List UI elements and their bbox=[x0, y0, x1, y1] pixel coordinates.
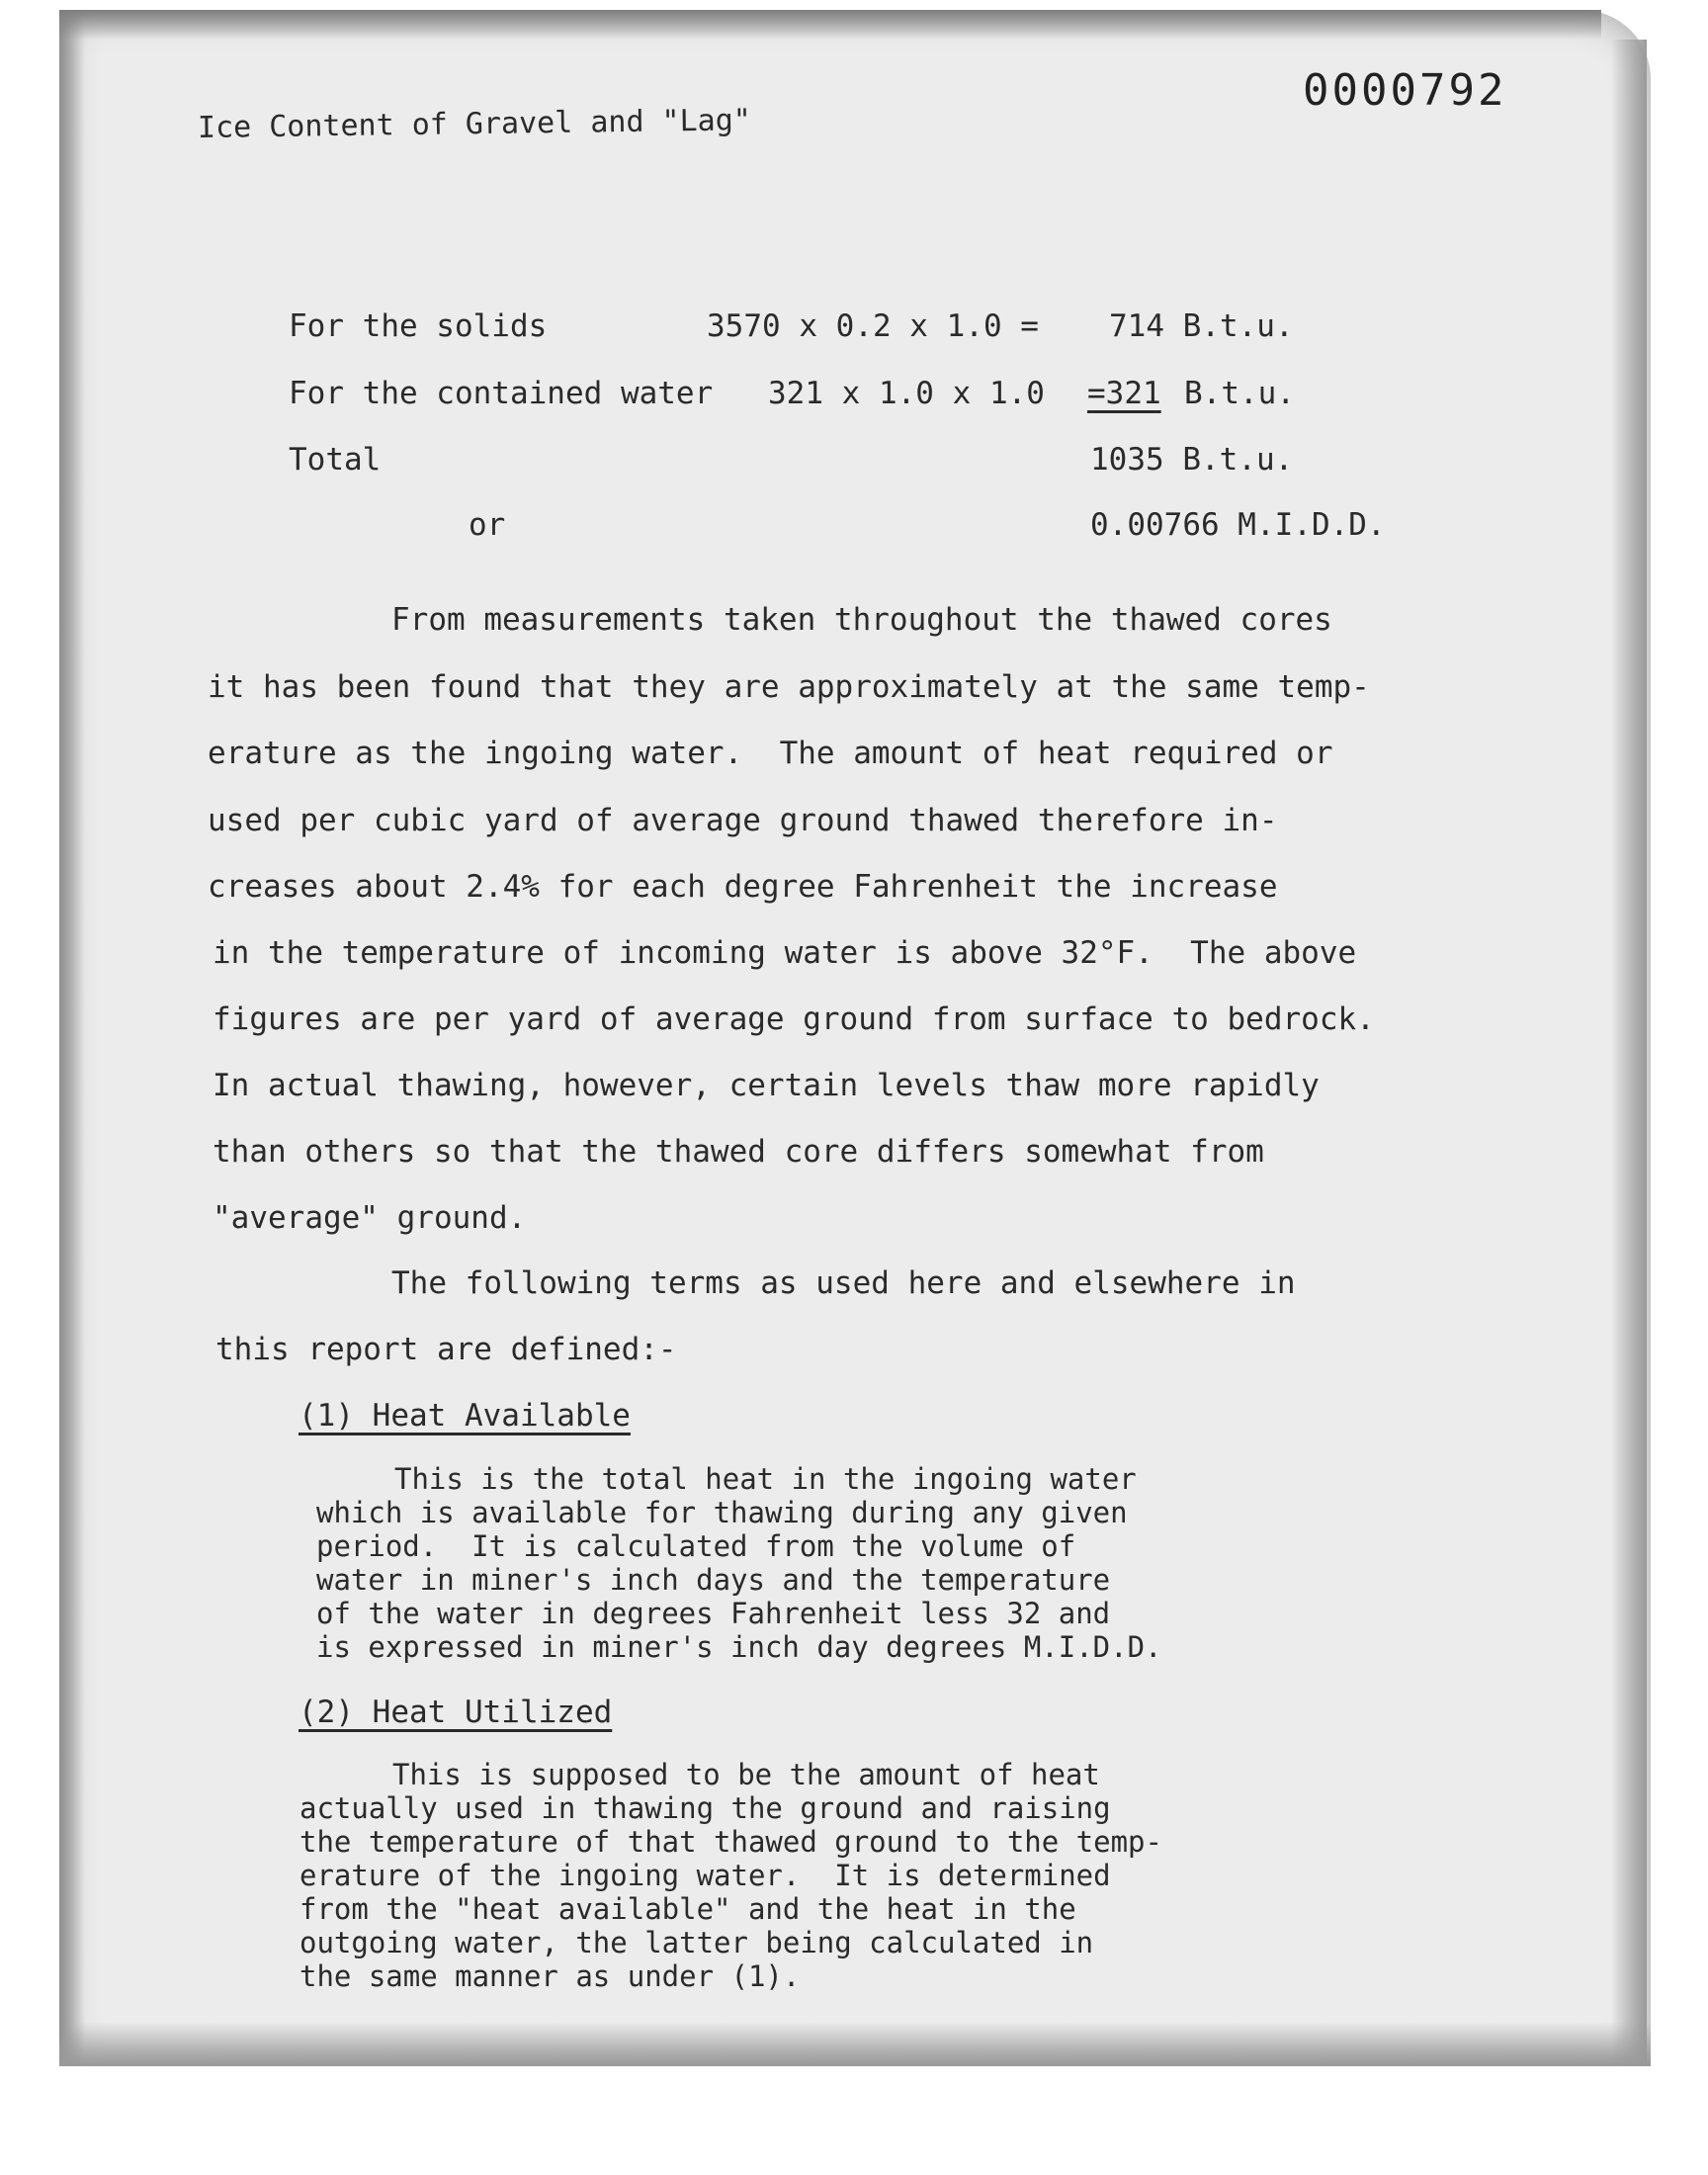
water-unit: B.t.u. bbox=[1184, 376, 1295, 411]
solids-label: For the solids bbox=[289, 308, 548, 344]
paragraph1-line: than others so that the thawed core differs somewhat from bbox=[213, 1134, 1264, 1170]
definition-line: from the "heat available" and the heat in the bbox=[299, 1892, 1076, 1926]
definition-line: the temperature of that thawed ground to the temp- bbox=[299, 1825, 1162, 1859]
definition-line: water in miner's inch days and the temperature bbox=[316, 1563, 1111, 1597]
solids-equation: 3570 x 0.2 x 1.0 = bbox=[707, 308, 1039, 344]
paragraph1-line: From measurements taken throughout the thawed cores bbox=[391, 602, 1332, 638]
definition-line: is expressed in miner's inch day degrees M.I.D.D. bbox=[316, 1630, 1162, 1664]
or-label: or bbox=[469, 507, 506, 543]
water-equation: 321 x 1.0 x 1.0 bbox=[768, 376, 1045, 411]
definition-line: the same manner as under (1). bbox=[299, 1959, 801, 1993]
total-label: Total bbox=[289, 442, 382, 478]
definition-heading-heat-available: (1) Heat Available bbox=[299, 1398, 631, 1434]
water-value: =321 bbox=[1087, 376, 1161, 411]
paragraph1-line: in the temperature of incoming water is above 32°F. The above bbox=[213, 935, 1357, 971]
definition-line: of the water in degrees Fahrenheit less 32 and bbox=[316, 1597, 1111, 1630]
definition-line: period. It is calculated from the volume of bbox=[316, 1529, 1076, 1563]
paragraph1-line: "average" ground. bbox=[213, 1200, 527, 1236]
page-title: Ice Content of Gravel and "Lag" bbox=[197, 103, 752, 145]
solids-value: 714 B.t.u. bbox=[1109, 308, 1294, 344]
document-number: 0000792 bbox=[1303, 65, 1507, 116]
definition-line: This is the total heat in the ingoing water bbox=[394, 1462, 1137, 1496]
paragraph2-line: The following terms as used here and elsewhere in bbox=[391, 1265, 1296, 1301]
paragraph2-line: this report are defined:- bbox=[215, 1332, 677, 1367]
paper-edge-shadow-bottom bbox=[59, 2022, 1651, 2066]
paragraph1-line: erature as the ingoing water. The amount of heat required or bbox=[208, 736, 1333, 771]
total-value: 1035 B.t.u. bbox=[1090, 442, 1294, 478]
paragraph1-line: used per cubic yard of average ground thawed therefore in- bbox=[208, 803, 1278, 838]
definition-line: outgoing water, the latter being calculated in bbox=[299, 1926, 1094, 1959]
definition-line: actually used in thawing the ground and raising bbox=[299, 1791, 1111, 1825]
paragraph1-line: creases about 2.4% for each degree Fahrenheit the increase bbox=[208, 869, 1278, 905]
paper-edge-shadow-right bbox=[1611, 40, 1647, 2066]
paper-edge-shadow-top bbox=[59, 10, 1601, 40]
water-label: For the contained water bbox=[289, 376, 714, 411]
paragraph1-line: figures are per yard of average ground from surface to bedrock. bbox=[213, 1001, 1375, 1037]
paragraph1-line: In actual thawing, however, certain levels thaw more rapidly bbox=[213, 1068, 1320, 1103]
paper-edge-shadow-left bbox=[59, 10, 85, 2066]
definition-line: erature of the ingoing water. It is determined bbox=[299, 1859, 1111, 1892]
or-value: 0.00766 M.I.D.D. bbox=[1090, 507, 1386, 543]
definition-line: This is supposed to be the amount of heat bbox=[392, 1758, 1100, 1791]
paragraph1-line: it has been found that they are approximately at the same temp- bbox=[208, 669, 1370, 705]
definition-heading-heat-utilized: (2) Heat Utilized bbox=[299, 1695, 613, 1730]
definition-line: which is available for thawing during any given bbox=[316, 1496, 1128, 1529]
